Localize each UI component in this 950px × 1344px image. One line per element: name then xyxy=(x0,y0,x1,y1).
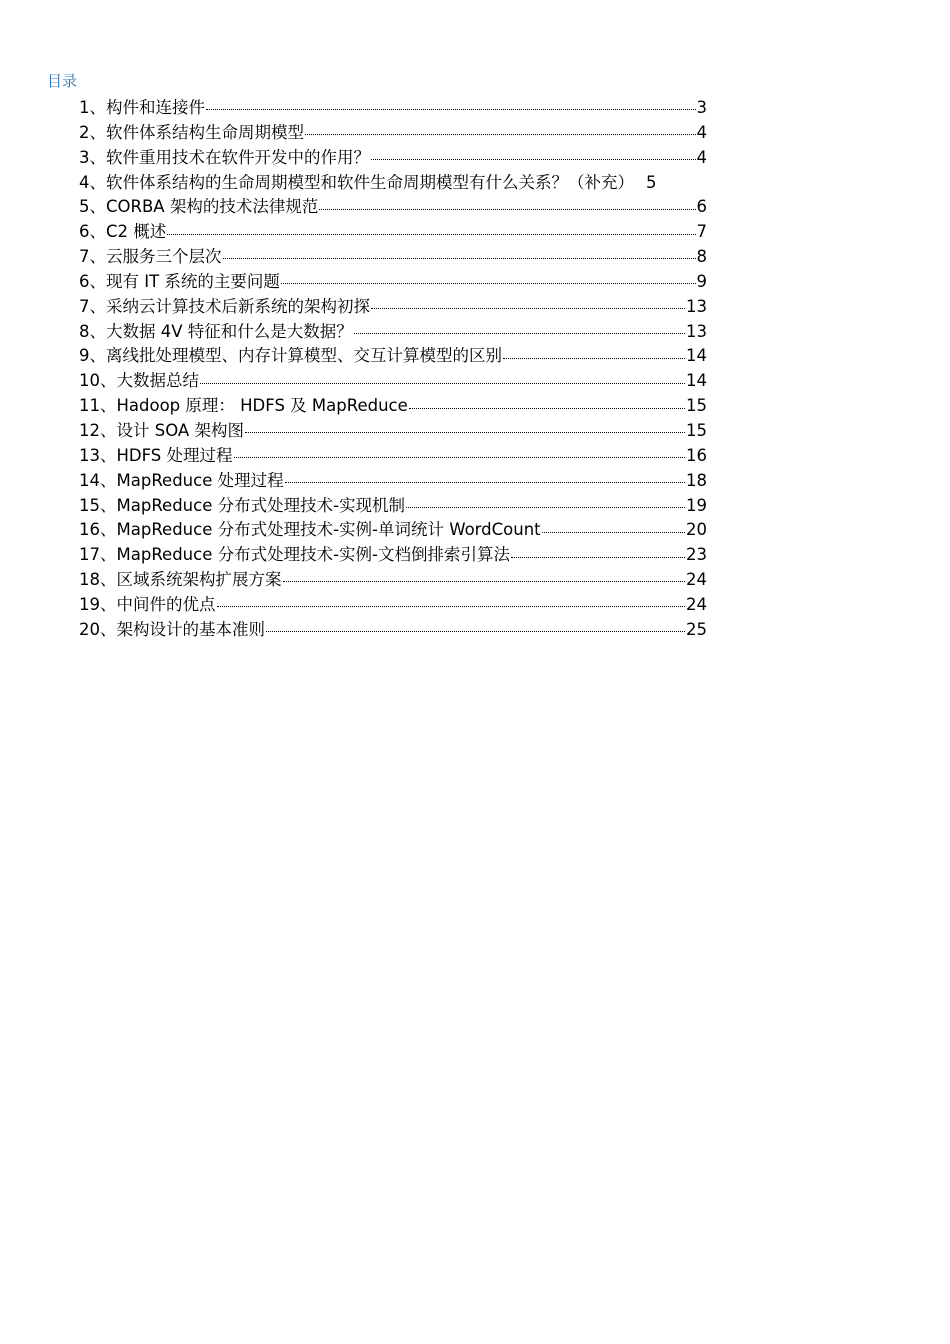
toc-entry-label: 12、设计 SOA 架构图 xyxy=(79,420,244,440)
toc-entry[interactable] xyxy=(79,295,707,320)
toc-dot-leader xyxy=(542,519,685,536)
toc-entry[interactable] xyxy=(79,469,707,494)
toc-entry[interactable] xyxy=(79,195,707,220)
toc-dot-leader xyxy=(409,395,685,412)
toc-entry-page: 15 xyxy=(686,420,707,440)
toc-entry-label: 5、CORBA 架构的技术法律规范 xyxy=(79,197,319,217)
toc-dot-leader xyxy=(281,270,696,287)
toc-entry-page: 25 xyxy=(686,619,707,639)
toc-entry-label: 14、MapReduce 处理过程 xyxy=(79,470,284,490)
toc-dot-leader xyxy=(371,146,696,163)
toc-entry-label: 7、云服务三个层次 xyxy=(79,247,222,267)
toc-entry[interactable] xyxy=(79,518,707,543)
toc-entry[interactable] xyxy=(79,543,707,568)
toc-entry-page: 5 xyxy=(646,172,657,192)
toc-entry[interactable] xyxy=(79,320,707,345)
toc-entry-page: 20 xyxy=(686,520,707,540)
toc-entry-page: 9 xyxy=(696,271,707,291)
toc-dot-leader xyxy=(511,544,685,561)
toc-dot-leader xyxy=(167,221,695,238)
toc-dot-leader xyxy=(234,444,685,461)
toc-entry[interactable] xyxy=(79,96,707,121)
toc-entry[interactable] xyxy=(79,245,707,270)
toc-dot-leader xyxy=(266,618,685,635)
toc-dot-leader xyxy=(635,171,645,188)
toc-dot-leader xyxy=(406,494,685,511)
toc-entry-label: 11、Hadoop 原理： HDFS 及 MapReduce xyxy=(79,396,408,416)
toc-entry[interactable] xyxy=(79,171,707,196)
toc-list xyxy=(79,96,707,643)
toc-entry-label: 8、大数据 4V 特征和什么是大数据？ xyxy=(79,321,353,341)
toc-entry-page: 24 xyxy=(686,594,707,614)
toc-entry[interactable] xyxy=(79,568,707,593)
toc-dot-leader xyxy=(354,320,685,337)
toc-dot-leader xyxy=(319,196,695,213)
toc-dot-leader xyxy=(217,593,686,610)
toc-entry-page: 18 xyxy=(686,470,707,490)
toc-entry[interactable] xyxy=(79,369,707,394)
toc-entry-label: 15、MapReduce 分布式处理技术-实现机制 xyxy=(79,495,406,515)
toc-entry-page: 24 xyxy=(686,570,707,590)
toc-entry-page: 3 xyxy=(696,98,707,117)
toc-entry[interactable] xyxy=(79,394,707,419)
toc-entry-label: 1、构件和连接件 xyxy=(79,98,205,117)
toc-entry-label: 4、软件体系结构的生命周期模型和软件生命周期模型有什么关系？（补充） xyxy=(79,172,634,192)
toc-entry-label: 16、MapReduce 分布式处理技术-实例-单词统计 WordCount xyxy=(79,520,541,540)
toc-entry[interactable] xyxy=(79,220,707,245)
toc-entry-label: 20、架构设计的基本准则 xyxy=(79,619,265,639)
toc-entry-label: 13、HDFS 处理过程 xyxy=(79,445,233,465)
toc-entry[interactable] xyxy=(79,444,707,469)
toc-dot-leader xyxy=(371,295,685,312)
toc-entry-page: 19 xyxy=(686,495,707,515)
toc-entry-page: 7 xyxy=(696,222,707,242)
toc-entry-label: 18、区域系统架构扩展方案 xyxy=(79,570,282,590)
toc-dot-leader xyxy=(305,121,696,138)
toc-entry-page: 13 xyxy=(686,321,707,341)
toc-entry[interactable] xyxy=(79,494,707,519)
toc-entry[interactable] xyxy=(79,618,707,643)
toc-entry-label: 17、MapReduce 分布式处理技术-实例-文档倒排索引算法 xyxy=(79,545,510,565)
toc-entry-page: 14 xyxy=(686,346,707,366)
toc-entry-label: 6、C2 概述 xyxy=(79,222,167,242)
toc-entry-page: 8 xyxy=(696,247,707,267)
toc-entry-page: 23 xyxy=(686,545,707,565)
toc-entry-label: 6、现有 IT 系统的主要问题 xyxy=(79,271,280,291)
toc-entry-label: 19、中间件的优点 xyxy=(79,594,216,614)
toc-entry-page: 15 xyxy=(686,396,707,416)
toc-entry[interactable] xyxy=(79,146,707,171)
toc-entry-page: 4 xyxy=(696,147,707,167)
toc-entry-label: 7、采纳云计算技术后新系统的架构初探 xyxy=(79,296,370,316)
toc-dot-leader xyxy=(283,569,686,586)
toc-entry-label: 3、软件重用技术在软件开发中的作用？ xyxy=(79,147,370,167)
toc-entry-page: 6 xyxy=(696,197,707,217)
toc-dot-leader xyxy=(285,469,685,486)
toc-dot-leader xyxy=(245,419,685,436)
toc-dot-leader xyxy=(503,345,685,362)
toc-dot-leader xyxy=(200,370,685,387)
toc-entry[interactable] xyxy=(79,419,707,444)
toc-entry-label: 9、离线批处理模型、内存计算模型、交互计算模型的区别 xyxy=(79,346,502,366)
toc-entry-page: 14 xyxy=(686,371,707,391)
toc-entry-label: 2、软件体系结构生命周期模型 xyxy=(79,122,304,142)
toc-entry[interactable] xyxy=(79,344,707,369)
toc-entry-page: 16 xyxy=(686,445,707,465)
toc-entry-page: 13 xyxy=(686,296,707,316)
toc-entry[interactable] xyxy=(79,121,707,146)
toc-entry[interactable] xyxy=(79,270,707,295)
toc-entry-label: 10、大数据总结 xyxy=(79,371,199,391)
toc-title: 目录 xyxy=(47,72,78,90)
toc-dot-leader xyxy=(206,97,696,114)
toc-dot-leader xyxy=(223,246,696,263)
toc-entry[interactable] xyxy=(79,593,707,618)
toc-entry-page: 4 xyxy=(696,122,707,142)
